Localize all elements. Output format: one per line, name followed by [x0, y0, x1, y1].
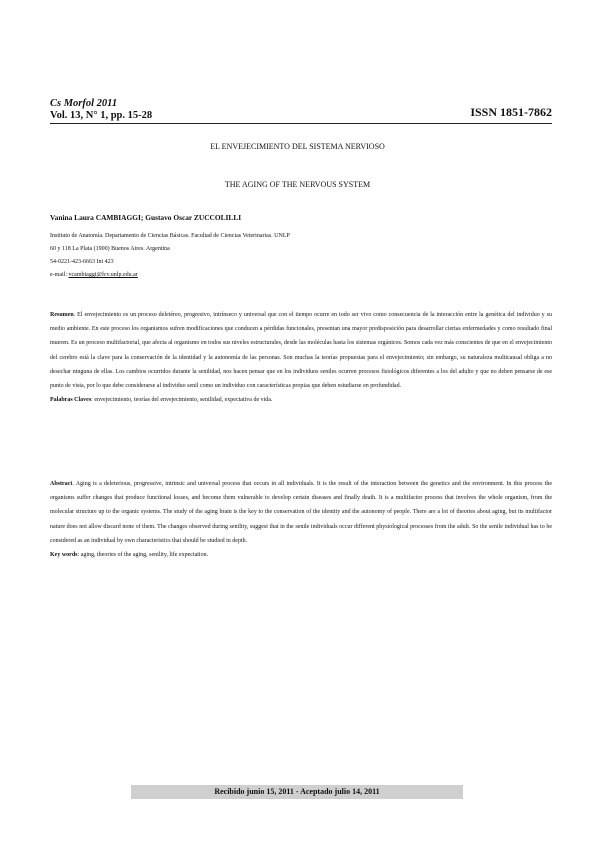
- affiliation: [50, 230, 290, 282]
- affiliation-phone: 54-0221-423-6663 Int 423: [50, 259, 114, 265]
- abstract-keywords: [50, 548, 552, 562]
- resumen-label: Resumen: [50, 312, 74, 318]
- affiliation-address: 60 y 118 La Plata (1900) Buenos Aires. Argentina: [50, 246, 170, 252]
- header-rule: [50, 123, 552, 124]
- abstract-paragraph: [50, 477, 552, 548]
- abstract-keywords-label: Key words: [50, 552, 78, 559]
- abstract-keywords-text: : aging, theories of the aging, senility, life expectation.: [77, 552, 209, 559]
- received-accepted-footer: Recibido junio 15, 2011 - Aceptado julio 14, 2011: [131, 785, 463, 799]
- abstract-section: [50, 477, 552, 562]
- resumen-keywords-label: Palabras Claves: [50, 397, 92, 404]
- resumen-text: . El envejecimiento es un proceso deletéreo, progresivo, intrínseco y universal que con el tiempo ocurre en todo ser vivo como consecuencia de la interacción entre la genética del individuo y su medio ambiente. En este proceso los organismos sufren modificaciones que conducen a pérdidas funcionales, presentan una mayor predisposición para desarrollar ciertas enfermedades y como resultado final mueren. Es un proceso multifactorial, que afecta al organismo en todos sus niveles estructurales, desde las moléculas hasta los sistemas orgánicos. Somos cada vez más conscientes de que en el envejecimiento del cerebro está la clave para la conservación de la identidad y la autonomía de las personas. Son muchas la teorías propuestas para el envejecimiento; sin embargo, su naturaleza multicausal obliga a no desechar ninguna de ellas. Los cambios ocurridos durante la senilidad, nos hacen pensar que en los individuos seniles ocurren procesos fisiológicos diferentes a los del adulto y que no deben pensarse de ese punto de vista, por lo que debe considerarse al individuo senil como un individuo con características propias que deben estudiarse en profundidad.: [50, 312, 552, 390]
- spanish-title: EL ENVEJECIMIENTO DEL SISTEMA NERVIOSO: [210, 142, 385, 151]
- affiliation-institute: Instituto de Anatomía. Departamento de Ciencias Básicas. Facultad de Ciencias Veterinarias. UNLP: [50, 233, 290, 239]
- resumen-keywords: [50, 393, 552, 407]
- abstract-text: . Aging is a deleterious, progressive, intrinsic and universal process that occurs in all individuals. It is the result of the interaction between the genetics and the environment. In this process the organisms suffer changes that produce functional losses, and become them vulnerable to develop certain diseases and finally death. It is a multifactor process that involves the whole organism, from the molecular structure up to the organic systems. The study of the aging brain is the key to the conservation of the identity and the autonomy of people. There are a lot of theories about aging, but its multifactor nature does not allow discard none of them. The changes observed during senility, suggest that in the senile individuals occur different physiological processes from the adult. So the senile individual has to be considered as an individual by own characteristics that should be studied in depth.: [50, 481, 552, 544]
- email-link[interactable]: vcambiaggi@fcv.unlp.edu.ar: [68, 272, 138, 278]
- english-title: THE AGING OF THE NERVOUS SYSTEM: [224, 180, 371, 189]
- resumen-section: [50, 308, 552, 407]
- issn-label: ISSN 1851-7862: [470, 105, 552, 119]
- affiliation-email-line: [50, 269, 290, 282]
- authors: Vanina Laura CAMBIAGGI; Gustavo Oscar ZUCCOLILLI: [50, 213, 242, 222]
- abstract-label: Abstract: [50, 481, 73, 487]
- journal-volume: Vol. 13, N° 1, pp. 15-28: [50, 110, 153, 121]
- email-label: e-mail:: [50, 272, 69, 278]
- page-header: [50, 98, 552, 122]
- resumen-paragraph: [50, 308, 552, 393]
- resumen-keywords-text: : envejecimiento, teorías del envejecimiento, senilidad, expectativa de vida.: [91, 397, 273, 404]
- journal-name: Cs Morfol 2011: [50, 98, 118, 109]
